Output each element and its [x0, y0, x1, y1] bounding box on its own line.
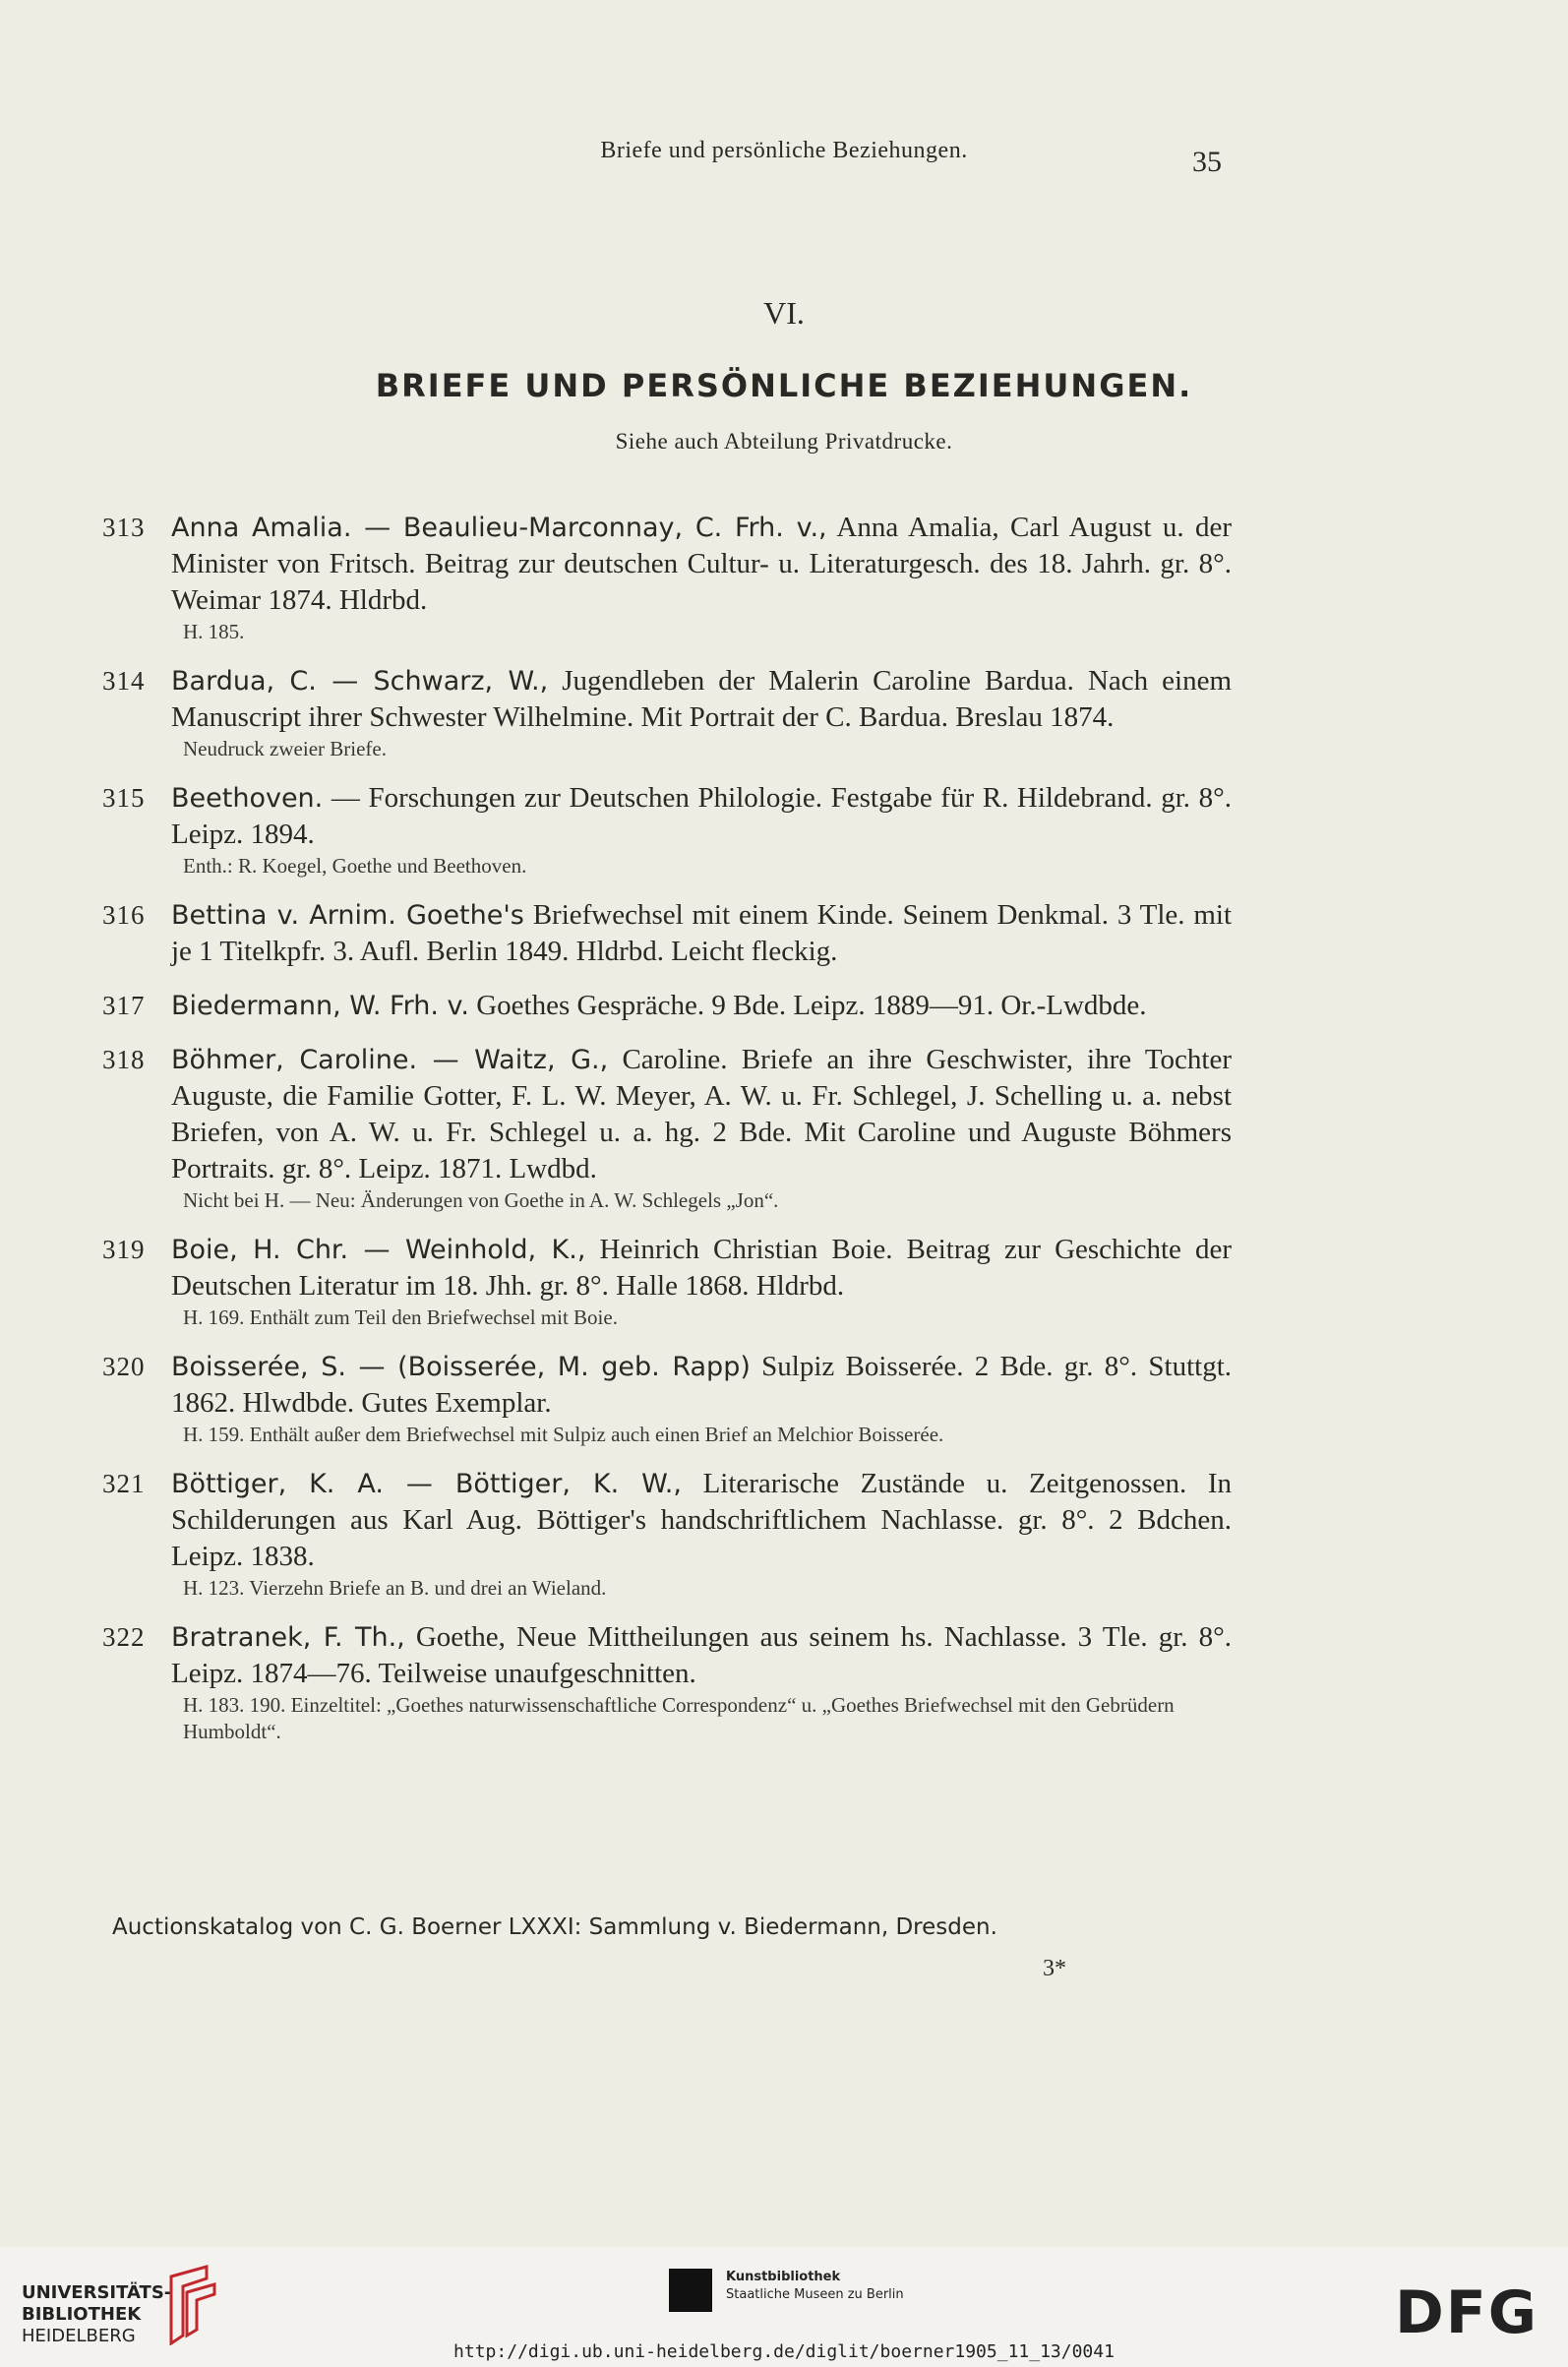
catalog-entry — [102, 510, 1232, 645]
entry-body — [171, 1619, 1232, 1692]
entry-author: Böttiger, K. A. — Böttiger, K. W., — [171, 1469, 682, 1499]
catalog-entry — [102, 1349, 1232, 1448]
entry-text: Heinrich Christian Boie. Beitrag zur Geschichte der Deutschen Literatur im 18. Jhh. gr. 8°. Halle 1868. Hldrbd. — [171, 1234, 1232, 1302]
entry-text: Goethe, Neue Mittheilungen aus seinem hs. Nachlasse. 3 Tle. gr. 8°. Leipz. 1874—76. Teilweise unaufgeschnitten. — [171, 1621, 1232, 1689]
entry-author: Boie, H. Chr. — Weinhold, K., — [171, 1235, 586, 1265]
entry-text: Caroline. Briefe an ihre Geschwister, ihre Tochter Auguste, die Familie Gotter, F. L. W. Meyer, A. W. u. Fr. Schlegel, J. Schelling u. a. nebst Briefen, von A. W. u. Fr. Schlegel u. a. hg. 2 Bde. Mit Caroline und Auguste Böhmers Portraits. gr. 8°. Leipz. 1871. Lwdbd. — [171, 1044, 1232, 1184]
entry-note: H. 159. Enthält außer dem Briefwechsel mit Sulpiz auch einen Brief an Melchior Boisserée. — [183, 1423, 944, 1446]
entry-note: H. 123. Vierzehn Briefe an B. und drei an Wieland. — [183, 1576, 607, 1600]
university-line3: HEIDELBERG — [22, 2326, 136, 2346]
permalink-url[interactable]: http://digi.ub.uni-heidelberg.de/diglit/boerner1905_11_13/0041 — [453, 2341, 1115, 2362]
entry-text: Goethes Gespräche. 9 Bde. Leipz. 1889—91. Or.-Lwdbde. — [476, 990, 1147, 1021]
running-header: Briefe und persönliche Beziehungen. — [600, 138, 968, 163]
university-emblem-icon — [165, 2265, 220, 2345]
section-note: Siehe auch Abteilung Privatdrucke. — [615, 429, 953, 454]
entry-note: H. 183. 190. Einzeltitel: „Goethes naturwissenschaftliche Correspondenz“ u. „Goethes Briefwechsel mit den Gebrüdern Humboldt“. — [183, 1693, 1175, 1743]
entry-body — [171, 780, 1232, 853]
entry-text: Briefwechsel mit einem Kinde. Seinem Denkmal. 3 Tle. mit je 1 Titelkpfr. 3. Aufl. Berlin 1849. Hldrbd. Leicht fleckig. — [171, 899, 1233, 967]
entry-text: Jugendleben der Malerin Caroline Bardua. Nach einem Manuscript ihrer Schwester Wilhelmine. Mit Portrait der C. Bardua. Breslau 1874. — [171, 665, 1232, 733]
catalog-entry — [102, 663, 1232, 762]
catalog-entry — [102, 988, 1232, 1024]
kb-line1: Kunstbibliothek — [726, 2270, 841, 2284]
entry-body — [171, 1232, 1232, 1305]
entry-number: 313 — [102, 513, 146, 542]
catalog-entries — [102, 510, 1232, 1763]
entry-note: Neudruck zweier Briefe. — [183, 737, 387, 760]
dfg-logo[interactable]: DFG — [1395, 2278, 1539, 2347]
entry-author: Bratranek, F. Th., — [171, 1622, 405, 1653]
university-line2: BIBLIOTHEK — [22, 2304, 142, 2325]
entry-number: 322 — [102, 1622, 146, 1652]
entry-author: Böhmer, Caroline. — Waitz, G., — [171, 1045, 609, 1075]
entry-author: Boisserée, S. — (Boisserée, M. geb. Rapp) — [171, 1352, 751, 1382]
entry-author: Beethoven. — [171, 783, 324, 814]
entry-text: Sulpiz Boisserée. 2 Bde. gr. 8°. Stuttgt. 1862. Hlwdbde. Gutes Exemplar. — [171, 1351, 1233, 1419]
entry-number: 316 — [102, 900, 146, 930]
entry-author: Anna Amalia. — Beaulieu-Marconnay, C. Frh. v., — [171, 513, 827, 543]
entry-body — [171, 663, 1232, 736]
entry-author: Bettina v. Arnim. Goethe's — [171, 900, 524, 931]
kb-line2: Staatliche Museen zu Berlin — [726, 2287, 904, 2302]
entry-text: Anna Amalia, Carl August u. der Minister von Fritsch. Beitrag zur deutschen Cultur- u. Literaturgesch. des 18. Jahrh. gr. 8°. Weimar 1874. Hldrbd. — [171, 512, 1233, 616]
entry-number: 315 — [102, 783, 146, 813]
university-line1: UNIVERSITÄTS- — [22, 2282, 172, 2303]
entry-note: Enth.: R. Koegel, Goethe und Beethoven. — [183, 854, 527, 878]
entry-text: — Forschungen zur Deutschen Philologie. Festgabe für R. Hildebrand. gr. 8°. Leipz. 1894. — [171, 782, 1233, 850]
entry-number: 320 — [102, 1352, 146, 1381]
entry-note: H. 185. — [183, 620, 245, 643]
entry-body — [171, 1466, 1232, 1575]
catalog-entry — [102, 780, 1232, 880]
catalog-entry — [102, 1619, 1232, 1745]
entry-author: Biedermann, W. Frh. v. — [171, 991, 469, 1021]
signature-mark: 3* — [1043, 1956, 1066, 1981]
entry-number: 318 — [102, 1045, 146, 1074]
entry-number: 317 — [102, 991, 146, 1020]
catalog-entry — [102, 1466, 1232, 1602]
section-title: BRIEFE UND PERSÖNLICHE BEZIEHUNGEN. — [375, 367, 1193, 404]
section-number: VI. — [763, 295, 805, 331]
entry-author: Bardua, C. — Schwarz, W., — [171, 666, 549, 697]
kunstbibliothek-logo[interactable] — [726, 2269, 904, 2304]
entry-body — [171, 897, 1232, 970]
page-number: 35 — [1192, 146, 1222, 178]
entry-note: H. 169. Enthält zum Teil den Briefwechsel mit Boie. — [183, 1305, 618, 1329]
catalog-entry — [102, 897, 1232, 970]
entry-body — [171, 510, 1232, 619]
entry-number: 321 — [102, 1469, 146, 1498]
catalog-footer-line: Auctionskatalog von C. G. Boerner LXXXI: Sammlung v. Biedermann, Dresden. — [112, 1914, 997, 1940]
catalog-entry — [102, 1232, 1232, 1331]
entry-body — [171, 1042, 1232, 1187]
entry-text: Literarische Zustände u. Zeitgenossen. In Schilderungen aus Karl Aug. Böttiger's handschriftlichem Nachlasse. gr. 8°. 2 Bdchen. Leipz. 1838. — [171, 1468, 1232, 1572]
kunstbibliothek-logo-icon — [669, 2269, 712, 2312]
catalog-entry — [102, 1042, 1232, 1214]
entry-body — [171, 1349, 1232, 1422]
entry-number: 319 — [102, 1235, 146, 1264]
entry-note: Nicht bei H. — Neu: Änderungen von Goethe in A. W. Schlegels „Jon“. — [183, 1188, 779, 1212]
entry-number: 314 — [102, 666, 146, 696]
university-library-logo[interactable] — [22, 2282, 171, 2347]
entry-body — [171, 988, 1232, 1024]
